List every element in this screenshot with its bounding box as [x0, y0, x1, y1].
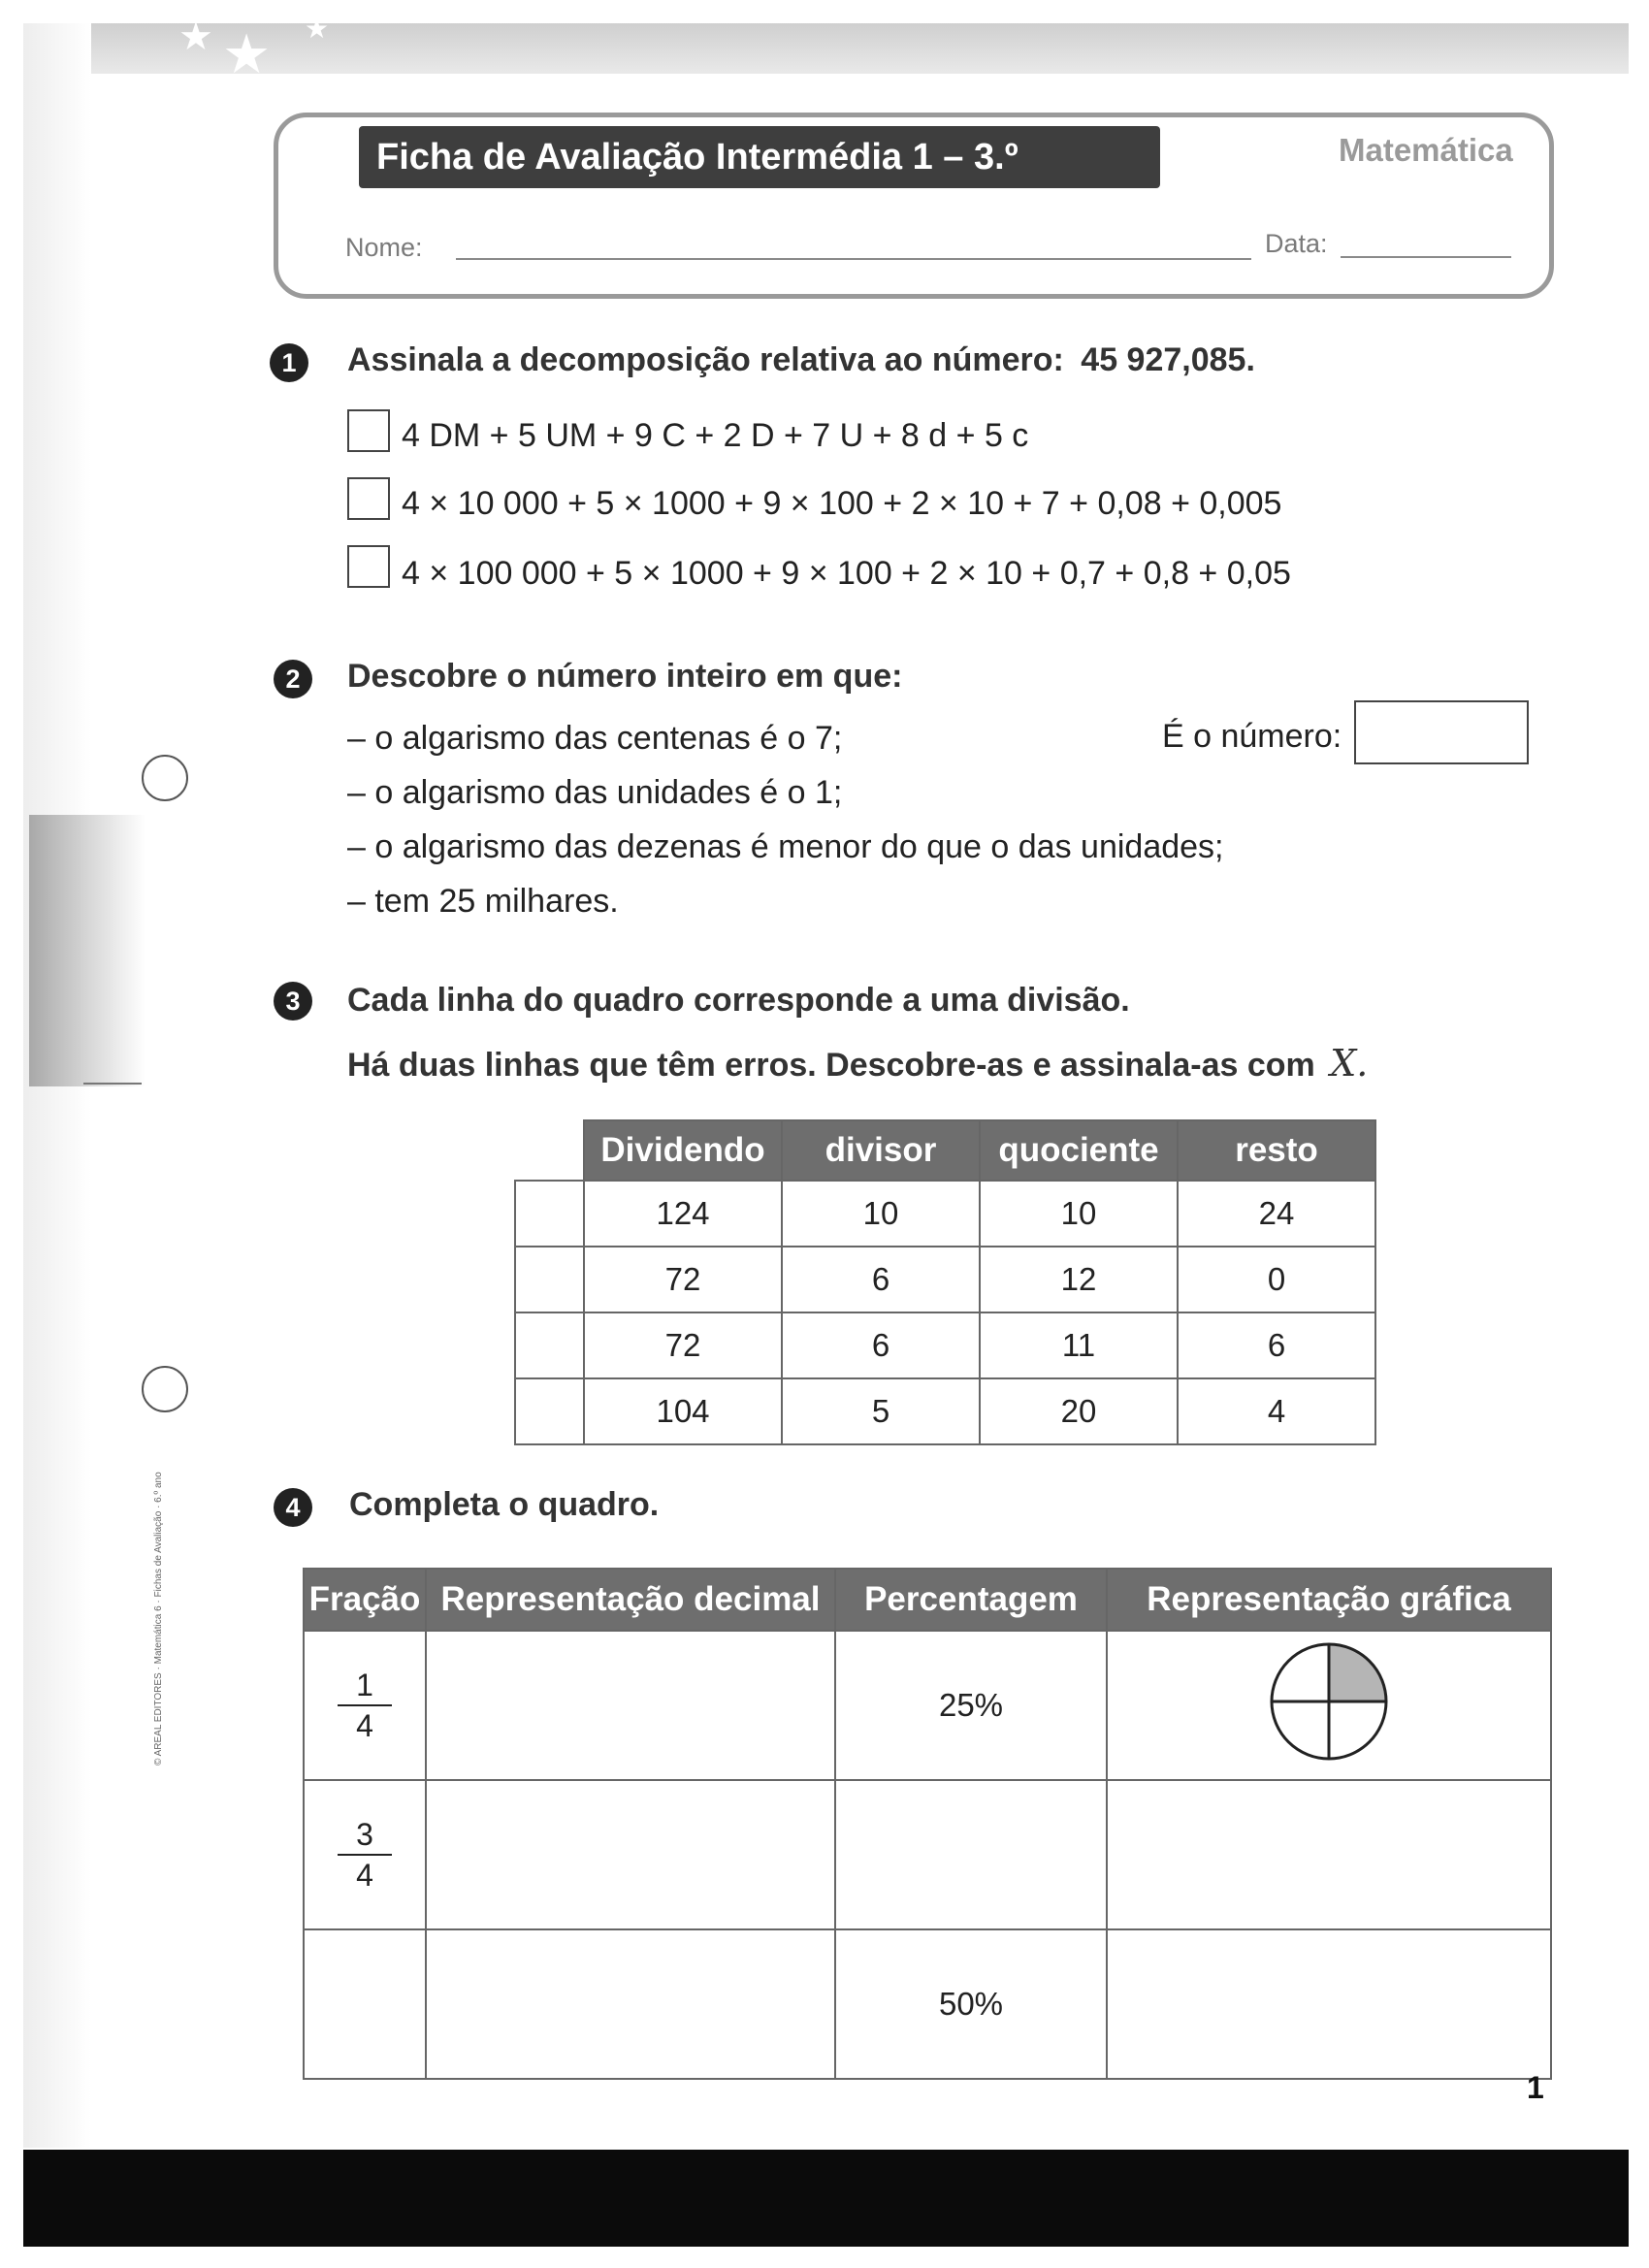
- column-header: divisor: [782, 1120, 980, 1181]
- table-row: [515, 1247, 1375, 1312]
- graphic-cell[interactable]: [1107, 1780, 1551, 1929]
- table-cell: 124: [584, 1181, 782, 1247]
- binder-hole: [142, 755, 188, 801]
- page-number: 1: [1527, 2070, 1544, 2105]
- division-table: [514, 1119, 1376, 1445]
- table-cell: 6: [782, 1312, 980, 1378]
- graphic-cell[interactable]: [1107, 1929, 1551, 2079]
- question-prompt: Completa o quadro.: [349, 1486, 660, 1523]
- q3-instruction: Há duas linhas que têm erros. Descobre-as e assinala-as com: [347, 1047, 1315, 1084]
- table-row: [515, 1378, 1375, 1444]
- mark-cell[interactable]: [515, 1312, 584, 1378]
- question-number: 1: [270, 343, 308, 382]
- table-header-row: [515, 1120, 1375, 1181]
- page-title: Ficha de Avaliação Intermédia 1 – 3.º Período: [359, 126, 1160, 188]
- x-mark: X.: [1330, 1042, 1369, 1085]
- table-row: [515, 1312, 1375, 1378]
- star-icon: ★: [222, 23, 272, 84]
- percent-cell[interactable]: [835, 1780, 1107, 1929]
- question-prompt: Cada linha do quadro corresponde a uma divisão.: [347, 982, 1130, 1019]
- mark-column-header: [515, 1120, 584, 1181]
- table-row: [304, 1780, 1551, 1929]
- date-field[interactable]: [1341, 256, 1511, 258]
- table-cell: 4: [1178, 1378, 1375, 1444]
- q1-number-value: 45 927,085.: [1081, 341, 1255, 378]
- quarter-circle-diagram: [1266, 1638, 1392, 1765]
- mark-cell[interactable]: [515, 1181, 584, 1247]
- table-cell: 72: [584, 1312, 782, 1378]
- subject-label: Matemática: [1339, 132, 1513, 168]
- table-cell: 11: [980, 1312, 1178, 1378]
- option-text: 4 DM + 5 UM + 9 C + 2 D + 7 U + 8 d + 5 c: [402, 417, 1029, 454]
- decimal-cell[interactable]: [426, 1780, 835, 1929]
- name-label: Nome:: [345, 233, 423, 262]
- question-number: 2: [274, 660, 312, 698]
- denominator: 4: [356, 1858, 373, 1893]
- fraction-cell: [304, 1631, 426, 1780]
- table-cell: 12: [980, 1247, 1178, 1312]
- name-field[interactable]: [456, 258, 1251, 260]
- column-header: quociente: [980, 1120, 1178, 1181]
- table-cell: 72: [584, 1247, 782, 1312]
- top-decorative-strip: [23, 14, 1629, 84]
- percent-cell: 25%: [835, 1631, 1107, 1780]
- fraction-cell: [304, 1780, 426, 1929]
- numerator: 1: [356, 1668, 373, 1702]
- condition-item: – o algarismo das unidades é o 1;: [347, 774, 843, 811]
- mark-cell[interactable]: [515, 1247, 584, 1312]
- option-checkbox[interactable]: [347, 409, 390, 452]
- table-cell: 0: [1178, 1247, 1375, 1312]
- table-row: [304, 1631, 1551, 1780]
- table-cell: 104: [584, 1378, 782, 1444]
- answer-label: É o número:: [1162, 718, 1342, 755]
- table-row: [515, 1181, 1375, 1247]
- table-row: [304, 1929, 1551, 2079]
- column-header: Fração: [304, 1569, 426, 1631]
- column-header: Representação gráfica: [1107, 1569, 1551, 1631]
- fraction-cell[interactable]: [304, 1929, 426, 2079]
- column-header: Percentagem: [835, 1569, 1107, 1631]
- option-checkbox[interactable]: [347, 477, 390, 520]
- column-header: Representação decimal: [426, 1569, 835, 1631]
- question-prompt: Descobre o número inteiro em que:: [347, 658, 903, 695]
- table-cell: 5: [782, 1378, 980, 1444]
- publisher-note: © AREAL EDITORES · Matemática 6 · Fichas de Avaliação · 6.º ano: [153, 1472, 164, 1766]
- table-cell: 10: [980, 1181, 1178, 1247]
- question-prompt-2: [347, 1042, 1368, 1085]
- question-number: 3: [274, 982, 312, 1021]
- numerator: 3: [356, 1817, 373, 1852]
- option-checkbox[interactable]: [347, 545, 390, 588]
- column-header: Dividendo: [584, 1120, 782, 1181]
- decimal-cell[interactable]: [426, 1631, 835, 1780]
- table-cell: 24: [1178, 1181, 1375, 1247]
- option-text: 4 × 100 000 + 5 × 1000 + 9 × 100 + 2 × 10 + 0,7 + 0,8 + 0,05: [402, 555, 1291, 592]
- option-text: 4 × 10 000 + 5 × 1000 + 9 × 100 + 2 × 10 + 7 + 0,08 + 0,005: [402, 485, 1282, 522]
- decimal-cell[interactable]: [426, 1929, 835, 2079]
- answer-box[interactable]: [1354, 700, 1529, 764]
- scan-bottom-edge: [23, 2150, 1629, 2247]
- condition-item: – o algarismo das dezenas é menor do que o das unidades;: [347, 828, 1224, 865]
- star-icon: ★: [178, 16, 213, 58]
- scan-shadow: [29, 815, 146, 1086]
- table-cell: 6: [782, 1247, 980, 1312]
- table-cell: 6: [1178, 1312, 1375, 1378]
- mark-cell[interactable]: [515, 1378, 584, 1444]
- date-label: Data:: [1265, 229, 1328, 258]
- percent-cell: 50%: [835, 1929, 1107, 2079]
- table-header-row: [304, 1569, 1551, 1631]
- star-icon: ★: [305, 14, 330, 44]
- fold-mark: [83, 1083, 142, 1085]
- fraction: [338, 1666, 392, 1745]
- q1-prompt-text: Assinala a decomposição relativa ao número:: [347, 341, 1064, 378]
- question-prompt: [347, 341, 1255, 379]
- question-number: 4: [274, 1488, 312, 1527]
- condition-item: – tem 25 milhares.: [347, 883, 619, 920]
- denominator: 4: [356, 1708, 373, 1743]
- binder-hole: [142, 1366, 188, 1412]
- fraction: [338, 1815, 392, 1895]
- condition-item: – o algarismo das centenas é o 7;: [347, 720, 843, 757]
- table-cell: 20: [980, 1378, 1178, 1444]
- graphic-cell: [1107, 1631, 1551, 1780]
- column-header: resto: [1178, 1120, 1375, 1181]
- fraction-table: [303, 1568, 1552, 2080]
- table-cell: 10: [782, 1181, 980, 1247]
